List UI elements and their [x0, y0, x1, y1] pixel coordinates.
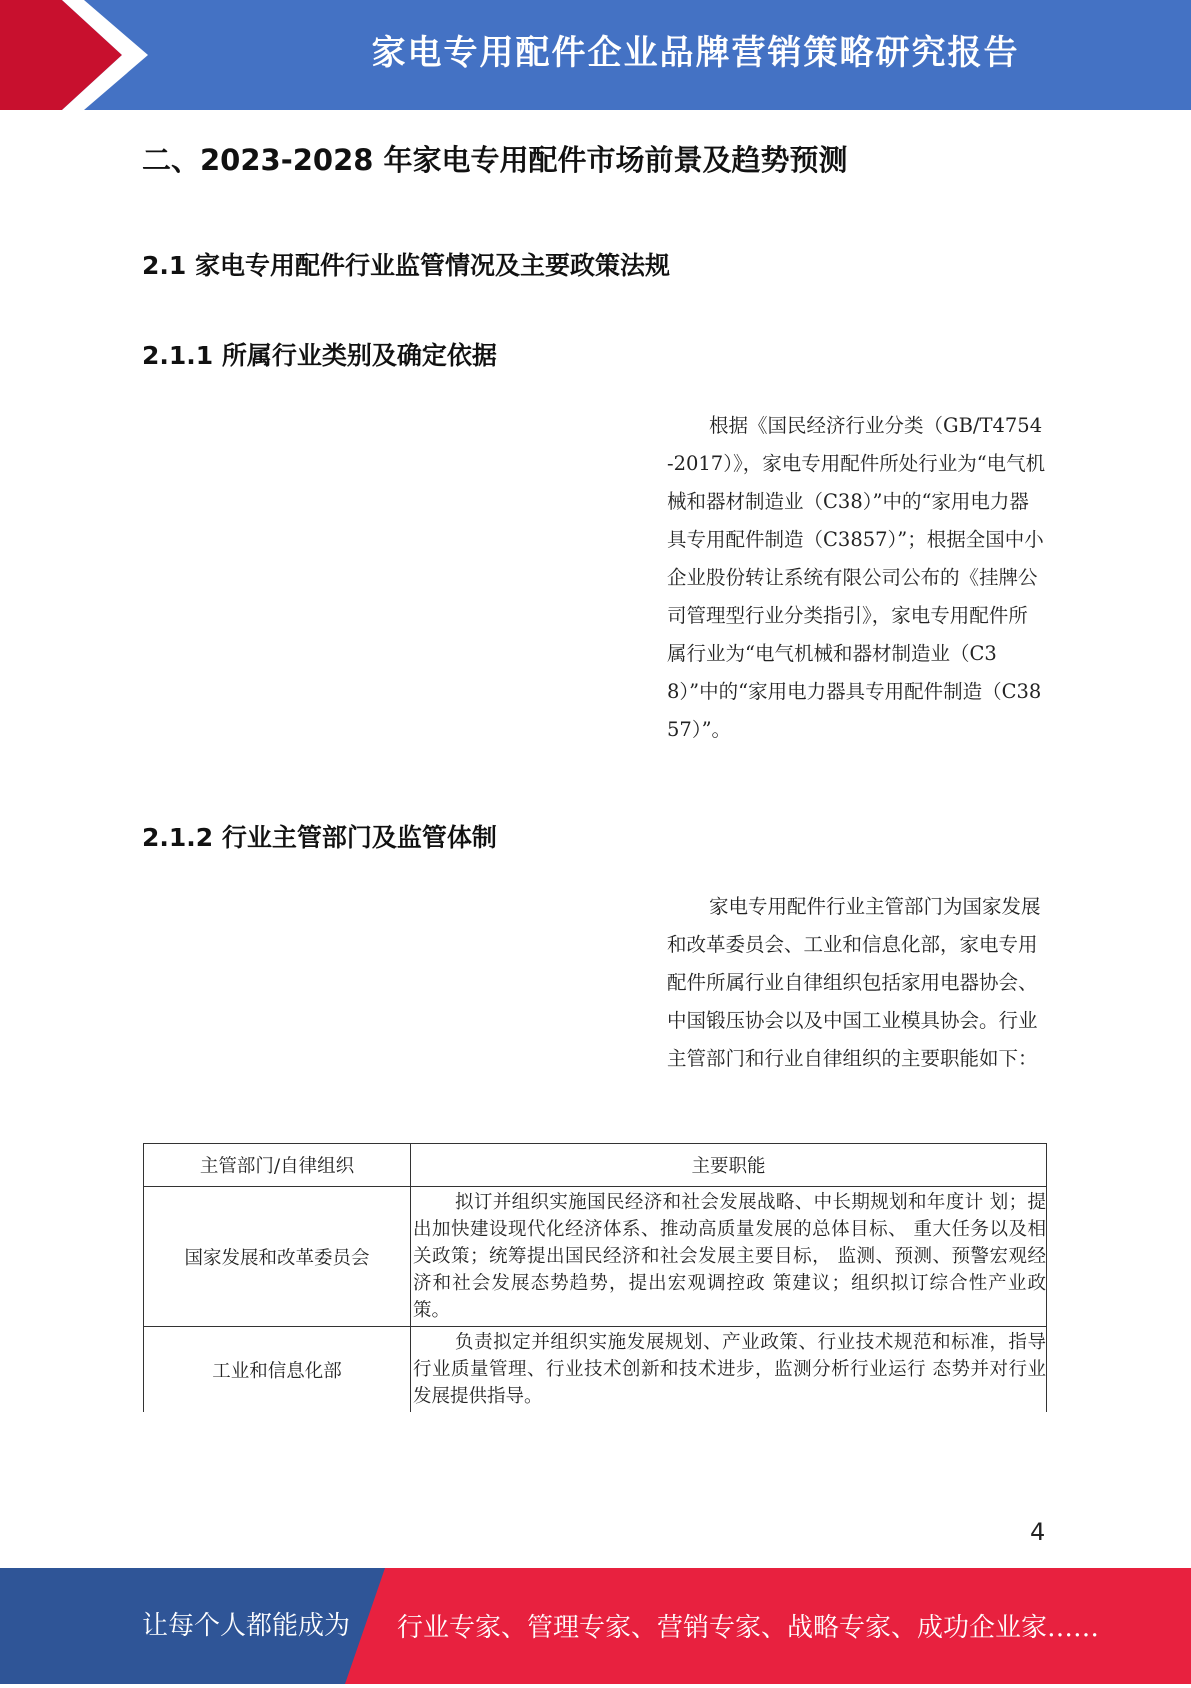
table-cell-duty: 拟订并组织实施国民经济和社会发展战略、中长期规划和年度计 划；提出加快建设现代化经济体系、推动高质量发展的总体目标、 重大任务以及相关政策；统筹提出国民经济和社会发展主要目标， 监测、预测、预警宏观经济和社会发展态势趋势，提出宏观调控政 策建议；组织拟订综合性产业政策。 — [411, 1187, 1047, 1327]
table-row — [144, 1187, 1047, 1327]
table-header-cell: 主管部门/自律组织 — [144, 1144, 411, 1187]
table-row — [144, 1327, 1047, 1413]
regulatory-paragraph: 家电专用配件行业主管部门为国家发展和改革委员会、工业和信息化部，家电专用配件所属行业自律组织包括家用电器协会、中国锻压协会以及中国工业模具协会。行业主管部门和行业自律组织的主要职能如下： — [667, 895, 1041, 1070]
table-cell-department: 工业和信息化部 — [144, 1327, 411, 1413]
subsection-heading-2-1-1: 2.1.1 所属行业类别及确定依据 — [142, 341, 497, 370]
footer-slogan-left: 让每个人都能成为 — [142, 1611, 351, 1641]
report-title: 家电专用配件企业品牌营销策略研究报告 — [371, 33, 1020, 73]
footer-band — [0, 1568, 1191, 1684]
page-number: 4 — [1030, 1518, 1046, 1546]
header-chevron-decoration — [0, 0, 160, 110]
table-header-cell: 主要职能 — [411, 1144, 1047, 1187]
subsection-heading-2-1: 2.1 家电专用配件行业监管情况及主要政策法规 — [142, 251, 670, 280]
section-heading: 二、2023-2028 年家电专用配件市场前景及趋势预测 — [142, 143, 848, 177]
header-band — [0, 0, 1191, 110]
industry-classification-paragraph: 根据《国民经济行业分类（GB/T4754-2017）》，家电专用配件所处行业为“电气机械和器材制造业（C38）”中的“家用电力器具专用配件制造（C3857）”；根据全国中小企业股份转让系统有限公司公布的《挂牌公司管理型行业分类指引》，家电专用配件所属行业为“电气机械和器材制造业（C38）”中的“家用电力器具专用配件制造（C3857）”。 — [667, 414, 1046, 741]
table-cell-duty: 负责拟定并组织实施发展规划、产业政策、行业技术规范和标准，指导行业质量管理、行业技术创新和技术进步，监测分析行业运行 态势并对行业发展提供指导。 — [411, 1327, 1047, 1413]
regulator-duties-table — [143, 1143, 1047, 1412]
footer-slogan-right: 行业专家、管理专家、营销专家、战略专家、成功企业家…… — [397, 1613, 1100, 1643]
table-cell-department: 国家发展和改革委员会 — [144, 1187, 411, 1327]
table-header-row — [144, 1144, 1047, 1187]
subsection-heading-2-1-2: 2.1.2 行业主管部门及监管体制 — [142, 823, 497, 852]
